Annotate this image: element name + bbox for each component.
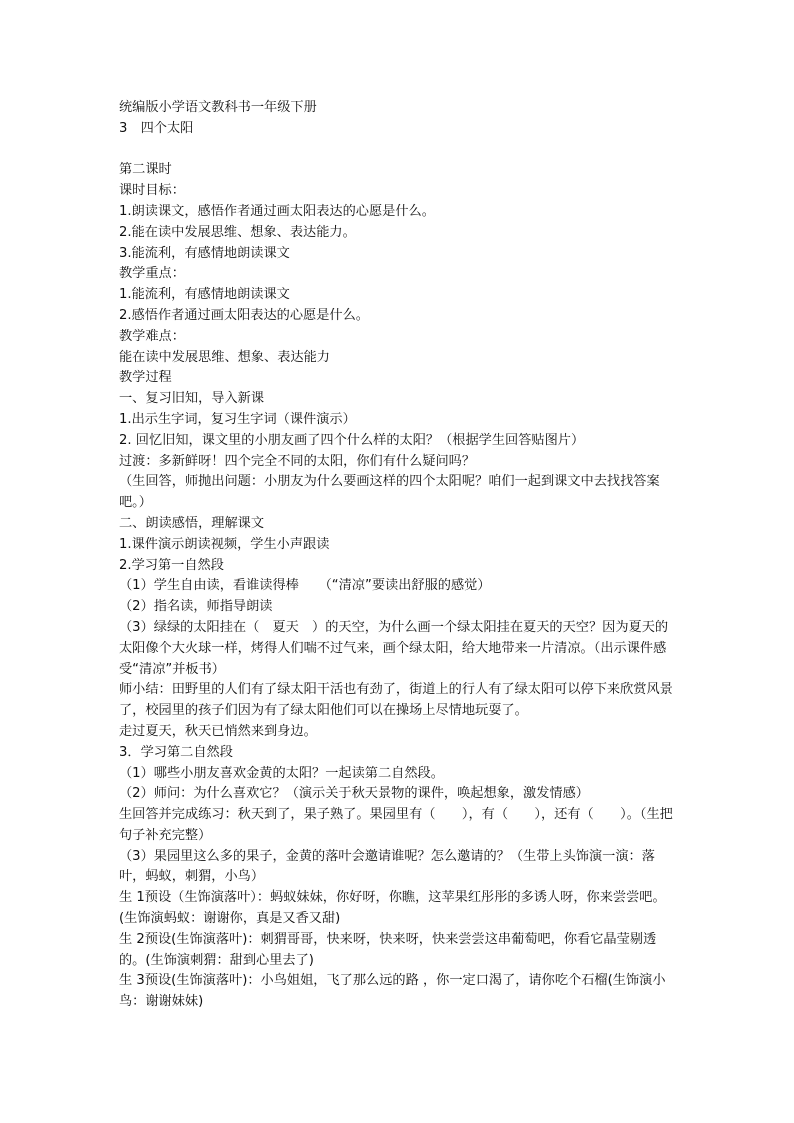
paragraph: 生回答并完成练习：秋天到了，果子熟了。果园里有（ ），有（ ），还有（ ）。（生把句子补充完整） — [119, 807, 673, 843]
keypoint-item: 1.能流利，有感情地朗读课文 — [119, 287, 290, 303]
paragraph: （1）学生自由读，看谁读得棒 （“清凉”要读出舒服的感觉） — [119, 578, 491, 594]
goal-item: 3.能流利，有感情地朗读课文 — [119, 245, 290, 261]
document-header: 统编版小学语文教科书一年级下册 — [119, 100, 317, 115]
process-label: 教学过程 — [119, 370, 172, 386]
paragraph: 师小结：田野里的人们有了绿太阳干活也有劲了，街道上的行人有了绿太阳可以停下来欣赏风景了，校园里的孩子们因为有了绿太阳他们可以在操场上尽情地玩耍了。 — [119, 682, 673, 719]
paragraph: 生 1预设（生饰演落叶）：蚂蚁妹妹，你好呀，你瞧，这苹果红彤彤的多诱人呀，你来尝尝吧。(生饰演蚂蚁：谢谢你，真是又香又甜) — [119, 890, 666, 927]
keypoints-label: 教学重点： — [119, 266, 185, 282]
lesson-title: 3 四个太阳 — [119, 120, 194, 136]
difficulty-label: 教学难点： — [119, 328, 185, 344]
section-title: 一、复习旧知，导入新课 — [119, 391, 265, 407]
keypoint-item: 2.感悟作者通过画太阳表达的心愿是什么。 — [119, 307, 369, 323]
paragraph: 2.学习第一自然段 — [119, 557, 224, 573]
paragraph: （3）绿绿的太阳挂在（ 夏天 ）的天空，为什么画一个绿太阳挂在夏天的天空？因为夏天的太阳像个大火球一样，烤得人们喘不过气来，画个绿太阳，给大地带来一片清凉。（出示课件感受“清凉”并板书） — [119, 619, 669, 677]
paragraph: 生 2预设(生饰演落叶)：刺猬哥哥，快来呀，快来呀，快来尝尝这串葡萄吧，你看它晶莹剔透的。(生饰演刺猬：甜到心里去了) — [119, 931, 657, 968]
paragraph: （生回答，师抛出问题：小朋友为什么要画这样的四个太阳呢？咱们一起到课文中去找找答案吧。） — [119, 474, 660, 511]
paragraph: 2. 回忆旧知，课文里的小朋友画了四个什么样的太阳？（根据学生回答贴图片） — [119, 432, 585, 448]
goal-item: 2.能在读中发展思维、想象、表达能力。 — [119, 224, 356, 240]
period-label: 第二课时 — [119, 162, 172, 178]
paragraph: （2）指名读，师指导朗读 — [119, 599, 273, 615]
paragraph: 3．学习第二自然段 — [119, 744, 233, 760]
paragraph: （1）哪些小朋友喜欢金黄的太阳？一起读第二自然段。 — [119, 765, 444, 781]
difficulty-text: 能在读中发展思维、想象、表达能力 — [119, 349, 330, 365]
paragraph: （2）师问：为什么喜欢它？（演示关于秋天景物的课件，唤起想象，激发情感） — [119, 786, 589, 802]
goal-item: 1.朗读课文，感悟作者通过画太阳表达的心愿是什么。 — [119, 203, 435, 219]
paragraph: 走过夏天，秋天已悄然来到身边。 — [119, 723, 317, 739]
paragraph: 过渡：多新鲜呀！四个完全不同的太阳，你们有什么疑问吗？ — [119, 453, 476, 469]
paragraph: 生 3预设(生饰演落叶)：小鸟姐姐，飞了那么远的路 ，你一定口渴了，请你吃个石榴(生饰演小鸟：谢谢妹妹) — [119, 973, 666, 1010]
goals-label: 课时目标： — [119, 183, 185, 199]
paragraph: （3）果园里这么多的果子，金黄的落叶会邀请谁呢？怎么邀请的？（生带上头饰演一演：落叶，蚂蚁，刺猬，小鸟） — [119, 848, 655, 885]
document-body — [119, 98, 679, 1013]
spacer — [119, 140, 679, 161]
paragraph: 1.出示生字词，复习生字词（课件演示） — [119, 411, 356, 427]
paragraph: 1.课件演示朗读视频，学生小声跟读 — [119, 536, 330, 552]
section-title: 二、朗读感悟，理解课文 — [119, 515, 265, 531]
